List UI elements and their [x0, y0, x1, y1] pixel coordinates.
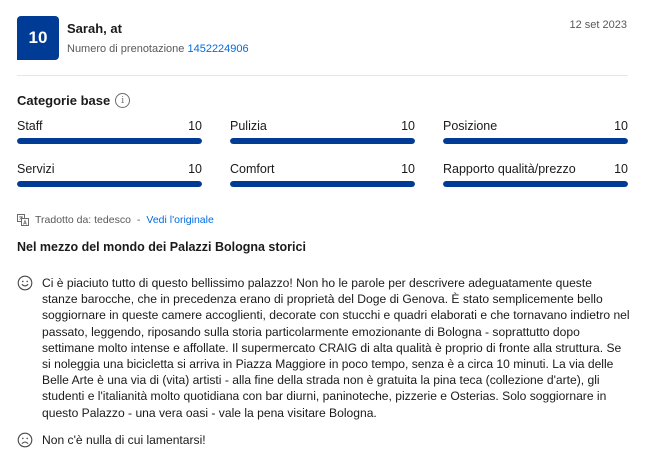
review-title: Nel mezzo del mondo dei Palazzi Bologna storici	[17, 240, 306, 254]
review-score-badge	[17, 16, 59, 60]
category-bar-fill	[17, 181, 202, 187]
translate-icon	[17, 214, 29, 226]
category-bar	[17, 138, 202, 144]
category-comfort	[230, 161, 415, 187]
category-bar-fill	[230, 181, 415, 187]
category-pulizia	[230, 118, 415, 144]
category-bar	[230, 138, 415, 144]
negative-review-text: Non c'è nulla di cui lamentarsi!	[42, 433, 206, 447]
category-bar	[443, 138, 628, 144]
reviewer-name: Sarah, at	[67, 21, 122, 36]
category-label: Posizione	[443, 119, 498, 133]
positive-review	[17, 275, 630, 421]
translation-separator: -	[136, 214, 141, 226]
category-posizione	[443, 118, 628, 144]
category-bar	[443, 181, 628, 187]
category-label: Comfort	[230, 162, 275, 176]
category-value: 10	[188, 162, 202, 176]
booking-number-link[interactable]: 1452224906	[187, 43, 249, 55]
info-icon[interactable]: i	[115, 93, 130, 108]
divider	[17, 75, 628, 76]
category-value: 10	[614, 119, 628, 133]
category-label: Staff	[17, 119, 43, 133]
category-bar	[17, 181, 202, 187]
category-bar-fill	[443, 138, 628, 144]
category-value: 10	[614, 162, 628, 176]
category-bar	[230, 181, 415, 187]
category-servizi	[17, 161, 202, 187]
category-value: 10	[188, 119, 202, 133]
translation-text: Tradotto da: tedesco	[35, 214, 131, 226]
category-value: 10	[401, 162, 415, 176]
category-label: Rapporto qualità/prezzo	[443, 162, 576, 176]
category-label: Servizi	[17, 162, 55, 176]
review-date: 12 set 2023	[569, 19, 627, 31]
positive-review-text: Ci è piaciuto tutto di questo bellissimo palazzo! Non ho le parole per descrivere adeguatamente queste stanze barocche, che in precedenza erano di proprietà del Doge di Genova. È stato semplicemente bello soggiornare in queste camere accoglienti, decorate con stucchi e quadri elaborati e che tornavano indietro nel passato, leggendo, riposando sulla storia particolarmente emozionante di Bologna - soprattutto dopo settimane molto intense e affollate. Il supermercato CRAIG di alta qualità è proprio di fronte alla struttura. Se si noleggia una bicicletta si arriva in Piazza Maggiore in poco tempo, senza è a circa 10 minuti. La via delle Belle Arte è una via di (vita) artisti - alla fine della strada non è gratuita la pina teca (collezione d'arte), gli studenti e l'italianità molto quotidiana con bar diurni, paninoteche, pizzerie e Osterias. Solo soggiornare in questo Palazzo - una vera oasi - vale la pena visitare Bologna.	[42, 276, 630, 420]
category-bar-fill	[17, 138, 202, 144]
category-bar-fill	[230, 138, 415, 144]
sad-face-icon	[17, 432, 33, 448]
category-bar-fill	[443, 181, 628, 187]
review-score: 10	[28, 28, 48, 47]
categories-title-text: Categorie base	[17, 93, 111, 108]
smiley-face-icon	[17, 275, 33, 291]
category-staff	[17, 118, 202, 144]
category-label: Pulizia	[230, 119, 267, 133]
view-original-link[interactable]: Vedi l'originale	[146, 214, 214, 226]
category-rapporto-qualita-prezzo	[443, 161, 628, 187]
translation-notice	[17, 214, 214, 226]
booking-label: Numero di prenotazione	[67, 43, 185, 55]
categories-title	[17, 93, 130, 108]
category-value: 10	[401, 119, 415, 133]
booking-info	[67, 43, 249, 55]
negative-review	[17, 432, 630, 448]
